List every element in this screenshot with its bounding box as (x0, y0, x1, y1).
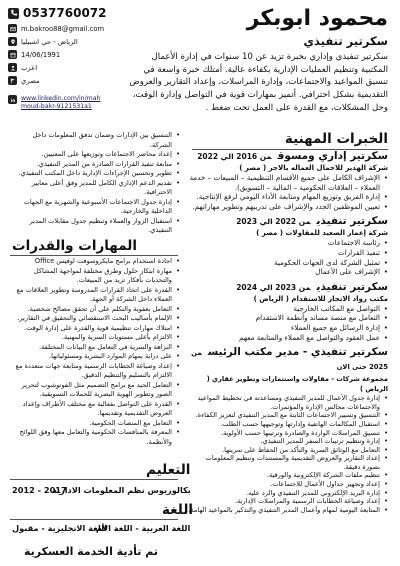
education-years: 2012 - 2017 (12, 485, 67, 495)
candidate-role: سكرتير تنفيذي (303, 34, 388, 48)
job-3 (188, 281, 388, 342)
skill-item: • مهارة ابتكار حلول وطرق مختلفة لمواجهة المشاكل والتحديات بأفكار تزيد من المبيعات. (10, 267, 180, 286)
linkedin-icon (8, 95, 17, 104)
intro-bullet: • تقديم الدعم الإداري الكامل للمدير وفق أعلى معايير الاحترافية. (10, 179, 180, 198)
job-date: من 2022 الي 2023 (236, 217, 311, 227)
linkedin-link[interactable]: www.linkedin.com/in/mah moud-bakr-9121531a1 (21, 95, 101, 110)
skill-item: • التعامل بعفوية والتكلم على أن تحقق مصالح شخصية. (10, 305, 180, 315)
job-title: سكرتير تنفيذيمن 2023 الي 2024 (236, 280, 388, 293)
phone-number[interactable]: 0537760072 (23, 6, 107, 20)
contact-block (8, 6, 124, 111)
location-icon (8, 37, 17, 46)
experience-title: الخبرات المهنية (284, 131, 388, 147)
location-text: الرياض - حي اشبيليا (21, 37, 78, 46)
email-icon (8, 24, 17, 33)
phone-icon (8, 8, 19, 19)
job-bullet: • إدارة جدول الأعمال للمدير التنفيذي ومساعدته في تخطيط المواعيد والاجتماعات مجالس الإدارة والمؤتمرات. (188, 394, 388, 411)
user-icon (8, 63, 17, 72)
calendar-icon (8, 50, 17, 59)
languages-title: اللغة (162, 502, 194, 518)
job-date: من 2025 حتى الان (191, 349, 388, 372)
skills-list (10, 257, 180, 447)
job-bullet: • إدارة البريد الإلكتروني للمدير التنفيذي والرد عليه. (188, 489, 388, 498)
job-bullet: • تنسيق المراسلات الواردة والصادرة وترتيبها حسب الأولوية. (188, 429, 388, 438)
job-title: سكرتير تنفيذي - مدير مكتب الرئيسمن 2025 حتى الان (191, 346, 388, 372)
skills-divider (10, 255, 178, 256)
job-company: مكتب رواد الانجاز للاستقدام ( الرياض ) (253, 294, 388, 303)
svg-text:in: in (10, 97, 15, 103)
job-bullet: • إعداد التقارير والعروض التقديمية والمستندات وتنظيم المعلومات بصورة دقيقة. (188, 454, 388, 471)
intro-bullet: • متابعة تنفيذ القرارات الصادرة من المدير التنفيذي. (10, 160, 180, 170)
marital-row (8, 63, 124, 72)
job-bullet: • إدارة الرسائل مع جميع العملاء (188, 323, 388, 333)
location-row (8, 37, 124, 46)
military-service: تم تأدية الخدمة العسكرية (24, 545, 158, 558)
linkedin-row (8, 89, 124, 111)
job-bullet: • تمثيل الشركة لدى الجهات الحكومية (188, 258, 388, 268)
email-address[interactable]: m.bakroo88@gmail.com (21, 24, 105, 33)
job-bullet: • إعداد وتجهيز جداول الأعمال للاجتماعات. (188, 480, 388, 489)
job-4 (188, 346, 388, 514)
intro-bullet: • تطوير وتحسين الإجراءات الإدارية داخل المكتب التنفيذي. (10, 169, 180, 179)
job-bullet: • تنظيم ملفات الشركة الإلكترونية والورقية. (188, 471, 388, 480)
job-bullet: • التنسيق وتسيير الاجتماعات الثابتة مع المدير التنفيذي لتعزيز الكفاءة. (188, 411, 388, 420)
job-1 (188, 150, 388, 211)
candidate-name: محمود ابوبكر (246, 6, 388, 31)
job-company: شركة إعمار الصعيد للمقاولات ( مصر ) (256, 229, 388, 238)
job-company: شركة الهدير للاحمال العماله بالاجر ( مصر ) (239, 164, 388, 172)
phone-row (8, 6, 124, 20)
experience-list (188, 150, 388, 514)
intro-bullet: • التنسيق بين الإدارات وضمان تدفق المعلومات داخل الشركة. (10, 131, 180, 150)
job-bullet: • رئاسة الاجتماعات (188, 238, 388, 248)
job-bullet: • تعيين الموظفين الجدد والإشراف على تدريبهم وتطوير مهاراتهم. (188, 202, 388, 212)
education-degree: بكالوريوس نظم المعلومات الادارية (52, 485, 191, 495)
skill-item: • التعامل مع المنصات الحكومية. (10, 419, 180, 429)
languages-divider (10, 519, 178, 520)
nationality-row (8, 76, 124, 85)
skill-item: • القدرة على اتخاذ القرارات المدروسة وتطوير العلاقات مع العملاء داخل الشركة أو الجهة. (10, 286, 180, 305)
skill-item: • الالتزام بأعلى مستويات السرية والمهنية. (10, 333, 180, 343)
skill-item: • اجادة استخدام برامج مايكروسوفت اوفيس Office (10, 257, 180, 267)
skill-item: • الإلمام بأساليب البحث الاستقصائي والتحقيق في التقارير. (10, 314, 180, 324)
skill-item: • امتلاك مهارات تنظيمية قوية والقدرة على إدارة الوقت. (10, 324, 180, 334)
job-bullet: • التعامل مع منصة مساند وأنظمة الاستقدام (188, 313, 388, 323)
marital-status: اعزب (21, 63, 38, 72)
skill-item: • النزاهة والسرية في التعامل مع البيانات المختلفة. (10, 343, 180, 353)
job-date: من 2023 الي 2024 (236, 282, 311, 292)
job-title: سكرتير تنفيذيمن 2022 الي 2023 (236, 215, 388, 228)
skill-item: • على دراية بمهام الموارد البشرية ومسئولياتها. (10, 352, 180, 362)
email-row (8, 24, 124, 33)
job-bullet: • الإشراف الكامل على جميع الأقسام التنظيمية – المبيعات – خدمة العملاء – العلاقات الحكومية – المالية – التسويق). (188, 173, 388, 192)
job-bullet: • إعداد وصياغة الخطابات الرسمية والمراسلات الإدارية. (188, 497, 388, 506)
education-divider (10, 479, 178, 480)
job-title: سكرتير إداري ومسوقمن 2016 الي 2022 (197, 150, 388, 162)
language-item: اللغة الانجليزية - مقبول (12, 523, 107, 533)
job-company: مجموعة شركات - مقاولات واستثمارات وتطوير عقاري ( الرياض ) (206, 375, 388, 394)
intro-bullet: • استقبال الزوار والعملاء وتنظيم جدول مقابلات المدير التنفيذي. (10, 217, 180, 236)
job-2 (188, 215, 388, 276)
job-bullet: • إدارة وتنظيم ترتيبات السفر للمدير التنفيذي. (188, 437, 388, 446)
education-title: التعليم (146, 462, 191, 478)
job-bullet: • المتابعة اليومية لمهام وأعمال المدير التنفيذي والتذكير بالمواعيد الهامة. (188, 506, 388, 515)
birthdate-row (8, 50, 124, 59)
language-item: اللغة العربية - اللغة الأم (96, 523, 191, 533)
job-bullet: • التواصل مع المكاتب الخارجية (188, 304, 388, 314)
profile-summary: سكرتير تنفيذي وإداري بخبرة تزيد عن 10 سنوات في إدارة الأعمال المكتبية وتنظيم العمليات الإدارية بكفاءة عالية. أمتلك خبرة واسعة في تنسيق المواعيد والاجتماعات، وإدارة المراسلات، وإعداد التقارير والعروض التقديمية بشكل احترافي. أتميز بمهارات قوية في التواصل وإدارة الوقت، وحل المشكلات، مع القدرة على العمل تحت ضغط . (129, 52, 388, 113)
nationality: مصري (21, 76, 40, 85)
flag-icon (8, 76, 17, 85)
intro-bullet: • إعداد محاضر الاجتماعات وتوزيعها على المعنيين. (10, 150, 180, 160)
skill-item: • القدرة على التواصل بفعالية مع مختلف الأطراف وإعداد العروض التقديمية وتقديمها. (10, 400, 180, 419)
birth-date: 14/06/1991 (21, 50, 61, 59)
job-bullet: • تنفيذ القرارات (188, 248, 388, 258)
skill-item: • التعامل الجيد مع برامج التصميم مثل الفوتوشوب لتحرير الصور وتطوير الهوية البصرية للحملات التسويقية. (10, 381, 180, 400)
job-bullet: • عمل العقود والتواصل مع العملاء والمتابعة معهم (188, 333, 388, 343)
job-bullet: • استقبال المكالمات الهاتفية وإدارتها وتوجيهها حسب الطلب. (188, 420, 388, 429)
job-bullet: • الإشراف على الأعمال (188, 267, 388, 277)
job-bullet: • إدارة الفريق وتوزيع المهام ومتابعة الأداء اليومي لرفع الإنتاجية. (188, 192, 388, 202)
intro-bullets (10, 131, 180, 236)
job-date: من 2016 الي 2022 (197, 152, 272, 161)
job-bullet: • التعامل مع الوثائق السرية والتأكد من الحفاظ على سريتها. (188, 446, 388, 455)
skills-title: المهارات والقدرات (12, 238, 137, 254)
skill-item: • المعرفة بالمنافسات الحكومية والتعامل معها وفق اللوائح والأنظمة. (10, 428, 180, 447)
intro-bullet: • إدارة جدول الاجتماعات الأسبوعية والشهرية مع الجهات الداخلية والخارجية. (10, 198, 180, 217)
skill-item: • إعداد وصياغة الخطابات الرسمية ومتابعة جهات متعددة مع الالتزام بالتسليم والتنظيم الدقيق. (10, 362, 180, 381)
